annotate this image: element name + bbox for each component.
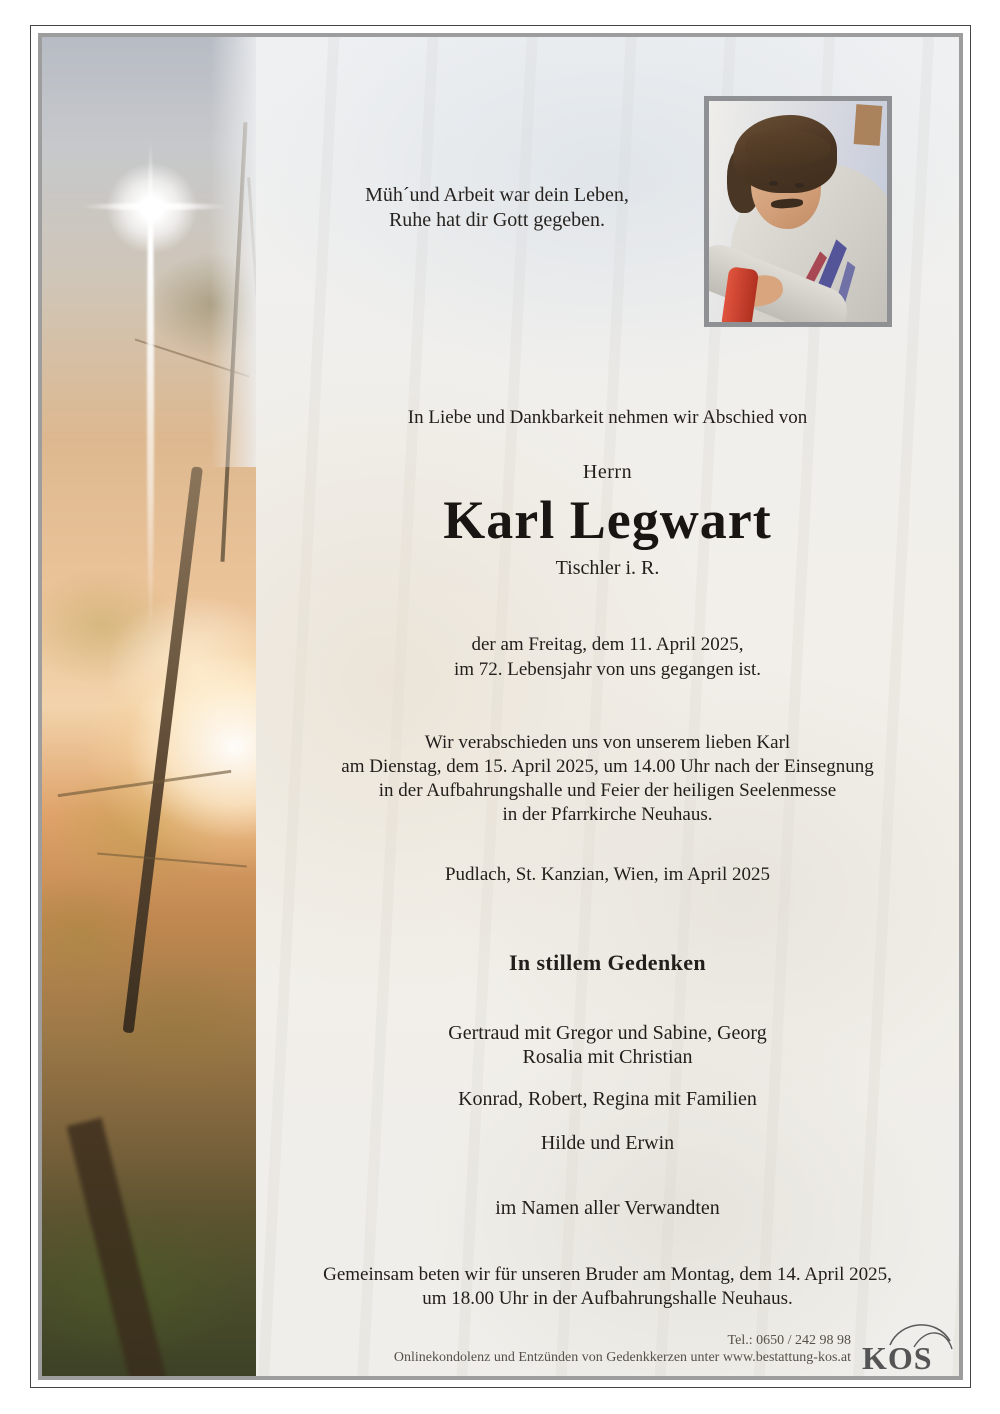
forest-sunlight-photo (42, 37, 256, 1376)
tree-trunk (123, 466, 203, 1033)
remembrance-heading: In stillem Gedenken (508, 950, 707, 975)
lens-flare-cross-vertical (147, 135, 154, 650)
mourners-block (256, 1021, 959, 1069)
tree-branch (58, 770, 232, 797)
mourner-line: Gertraud mit Gregor und Sabine, Georg (448, 1022, 767, 1044)
farewell-intro-line: In Liebe und Dankbarkeit nehmen wir Abschied von (407, 407, 808, 428)
portrait-eye (769, 181, 778, 186)
portrait-hair-fringe (745, 131, 831, 165)
prayer-block (256, 1263, 959, 1311)
memorial-quote (242, 183, 752, 233)
tree-trunk (67, 1118, 170, 1376)
death-date-block (256, 632, 959, 682)
portrait-eye (795, 183, 804, 188)
card-outer-border (30, 25, 971, 1388)
date-place-line: Pudlach, St. Kanzian, Wien, im April 2025 (444, 864, 770, 885)
card-inner-border (38, 33, 963, 1380)
mourner-line: Konrad, Robert, Regina mit Familien (458, 1088, 757, 1110)
funeral-details-block (256, 731, 959, 827)
prayer-line: um 18.00 Uhr in der Aufbahrungshalle Neuhaus. (422, 1288, 793, 1309)
mourner-line: Rosalia mit Christian (522, 1046, 693, 1068)
funeral-line: in der Aufbahrungshalle und Feier der heiligen Seelenmesse (378, 780, 837, 801)
funeral-line: in der Pfarrkirche Neuhaus. (502, 804, 713, 825)
quote-line: Ruhe hat dir Gott gegeben. (388, 209, 606, 231)
relatives-line: im Namen aller Verwandten (495, 1197, 720, 1219)
kos-logo (862, 1327, 958, 1376)
phone-line: Tel.: 0650 / 242 98 98 (727, 1333, 851, 1348)
prayer-line: Gemeinsam beten wir für unseren Bruder am Montag, dem 14. April 2025, (323, 1264, 892, 1285)
kos-logo-text: KOS (862, 1340, 933, 1376)
mourner-line: Hilde und Erwin (540, 1132, 675, 1154)
tree-branch (97, 852, 247, 867)
funeral-line: Wir verabschieden uns von unserem lieben Karl (424, 732, 791, 753)
salutation: Herrn (582, 461, 633, 483)
lens-flare-cross-horizontal (80, 203, 230, 210)
death-date-line: der am Freitag, dem 11. April 2025, (471, 634, 744, 655)
photo-fade-edge (210, 37, 256, 467)
condolence-line: Onlinekondolenz und Entzünden von Gedenkkerzen unter www.bestattung-kos.at (393, 1350, 851, 1365)
quote-line: Müh´und Arbeit war dein Leben, (365, 184, 629, 206)
funeral-home-contact (394, 1332, 851, 1366)
background-object (854, 104, 883, 146)
funeral-line: am Dienstag, dem 15. April 2025, um 14.00 Uhr nach der Einsegnung (341, 756, 874, 777)
card-content (42, 37, 959, 1376)
deceased-profession: Tischler i. R. (555, 557, 660, 579)
death-date-line: im 72. Lebensjahr von uns gegangen ist. (453, 659, 762, 680)
deceased-name: Karl Legwart (443, 490, 772, 550)
